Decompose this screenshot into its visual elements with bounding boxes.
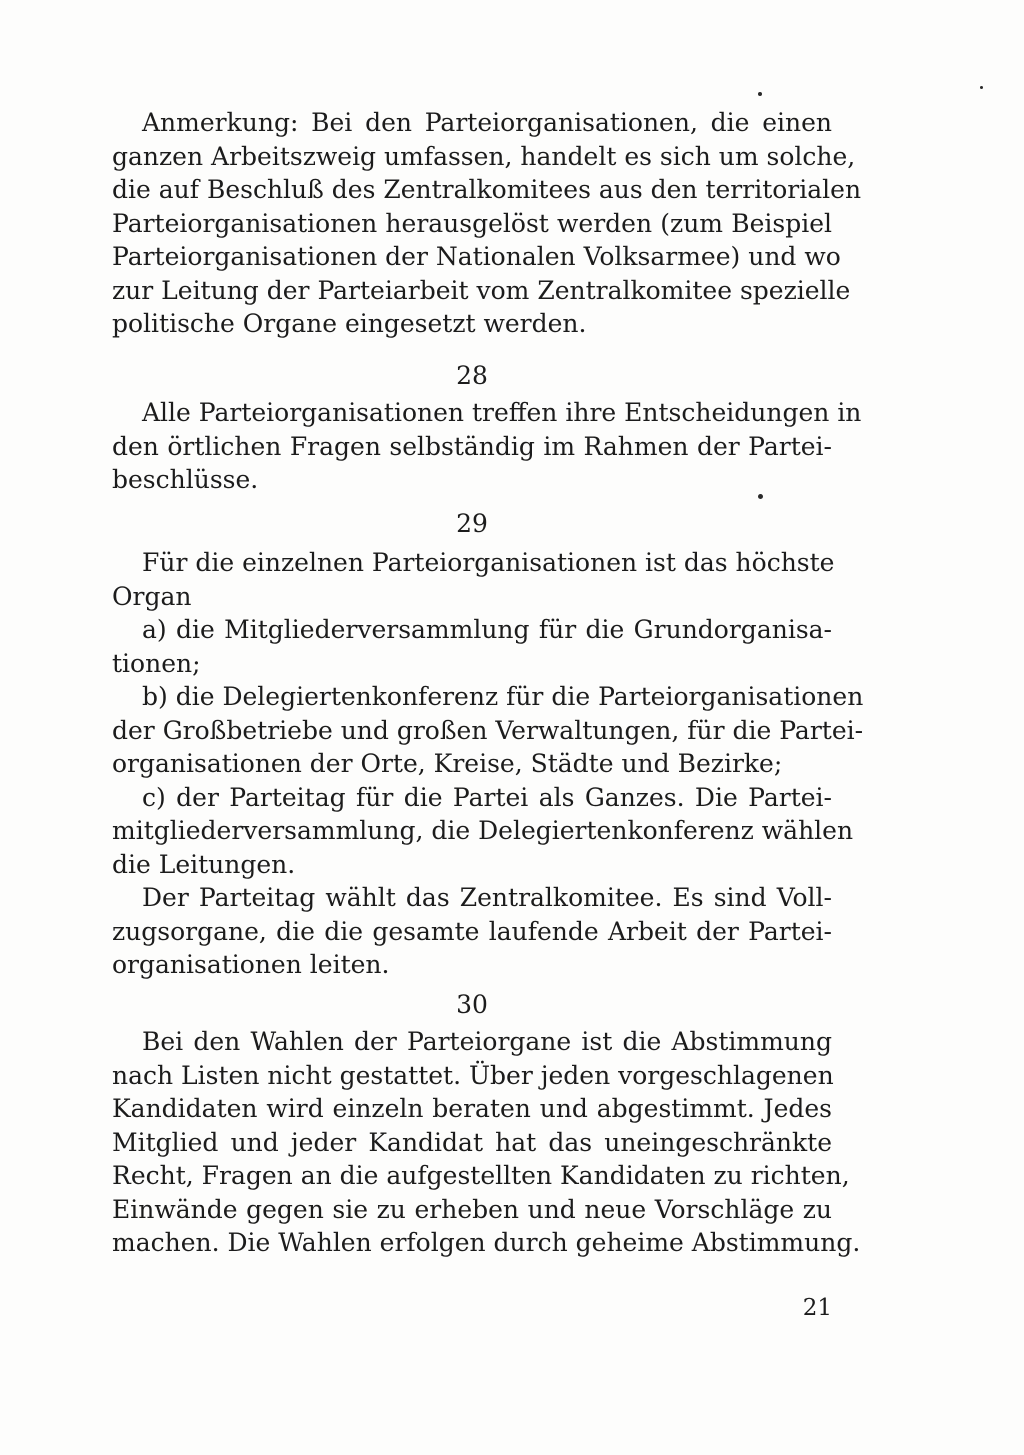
note-line: zur Leitung der Parteiarbeit vom Zentralkomitee spezielle (112, 275, 851, 305)
section-30-line: Bei den Wahlen der Parteiorgane ist die Abstimmung (142, 1027, 832, 1056)
section-29-line: tionen; (112, 648, 201, 678)
section-number-28: 28 (456, 361, 488, 390)
note-line: Parteiorganisationen herausgelöst werden (zum Beispiel (112, 208, 832, 238)
section-28-line: den örtlichen Fragen selbständig im Rahmen der Partei- (112, 431, 832, 461)
note-line: Anmerkung: Bei den Parteiorganisationen, die einen (142, 108, 832, 137)
section-29-paragraph (112, 546, 864, 982)
section-29-line: Organ (112, 581, 192, 611)
section-29-line: organisationen der Orte, Kreise, Städte und Bezirke; (112, 749, 783, 778)
section-30-line: Einwände gegen sie zu erheben und neue Vorschläge zu (112, 1194, 832, 1224)
section-30-paragraph (112, 1025, 861, 1260)
note-line: die auf Beschluß des Zentralkomitees aus den territorialen (112, 175, 862, 204)
note-line: politische Organe eingesetzt werden. (112, 309, 587, 338)
section-30-line: Mitglied und jeder Kandidat hat das uneingeschränkte (112, 1127, 832, 1157)
note-line: Parteiorganisationen der Nationalen Volksarmee) und wo (112, 242, 841, 271)
section-29-line: der Großbetriebe und großen Verwaltungen, für die Partei- (112, 715, 864, 745)
section-28-paragraph (112, 396, 862, 497)
print-speck (980, 86, 983, 89)
print-speck (758, 92, 762, 96)
section-28-line: Alle Parteiorganisationen treffen ihre Entscheidungen in (142, 398, 862, 427)
section-29-line: organisationen leiten. (112, 950, 390, 979)
section-number-29: 29 (456, 509, 488, 538)
section-30-line: machen. Die Wahlen erfolgen durch geheime Abstimmung. (112, 1228, 861, 1257)
section-29-line: Für die einzelnen Parteiorganisationen ist das höchste (142, 548, 835, 577)
section-29-line: zugsorgane, die die gesamte laufende Arbeit der Partei- (112, 916, 832, 946)
section-29-line: mitgliederversammlung, die Delegiertenkonferenz wählen (112, 816, 854, 845)
section-30-line: Recht, Fragen an die aufgestellten Kandidaten zu richten, (112, 1161, 850, 1190)
section-29-line: die Leitungen. (112, 849, 296, 879)
page-number: 21 (802, 1295, 832, 1321)
section-29-item-c: c) der Parteitag für die Partei als Ganzes. Die Partei- (142, 782, 832, 812)
section-29-item-a: a) die Mitgliederversammlung für die Grundorganisa- (142, 615, 832, 644)
note-line: ganzen Arbeitszweig umfassen, handelt es sich um solche, (112, 141, 856, 171)
section-29-line: Der Parteitag wählt das Zentralkomitee. Es sind Voll- (142, 883, 832, 912)
section-number-30: 30 (456, 990, 488, 1019)
section-30-line: nach Listen nicht gestattet. Über jeden vorgeschlagenen (112, 1060, 834, 1090)
section-30-line: Kandidaten wird einzeln beraten und abgestimmt. Jedes (112, 1094, 832, 1123)
section-28-line: beschlüsse. (112, 465, 259, 494)
section-29-item-b: b) die Delegiertenkonferenz für die Parteiorganisationen (142, 682, 864, 711)
note-paragraph (112, 106, 862, 341)
